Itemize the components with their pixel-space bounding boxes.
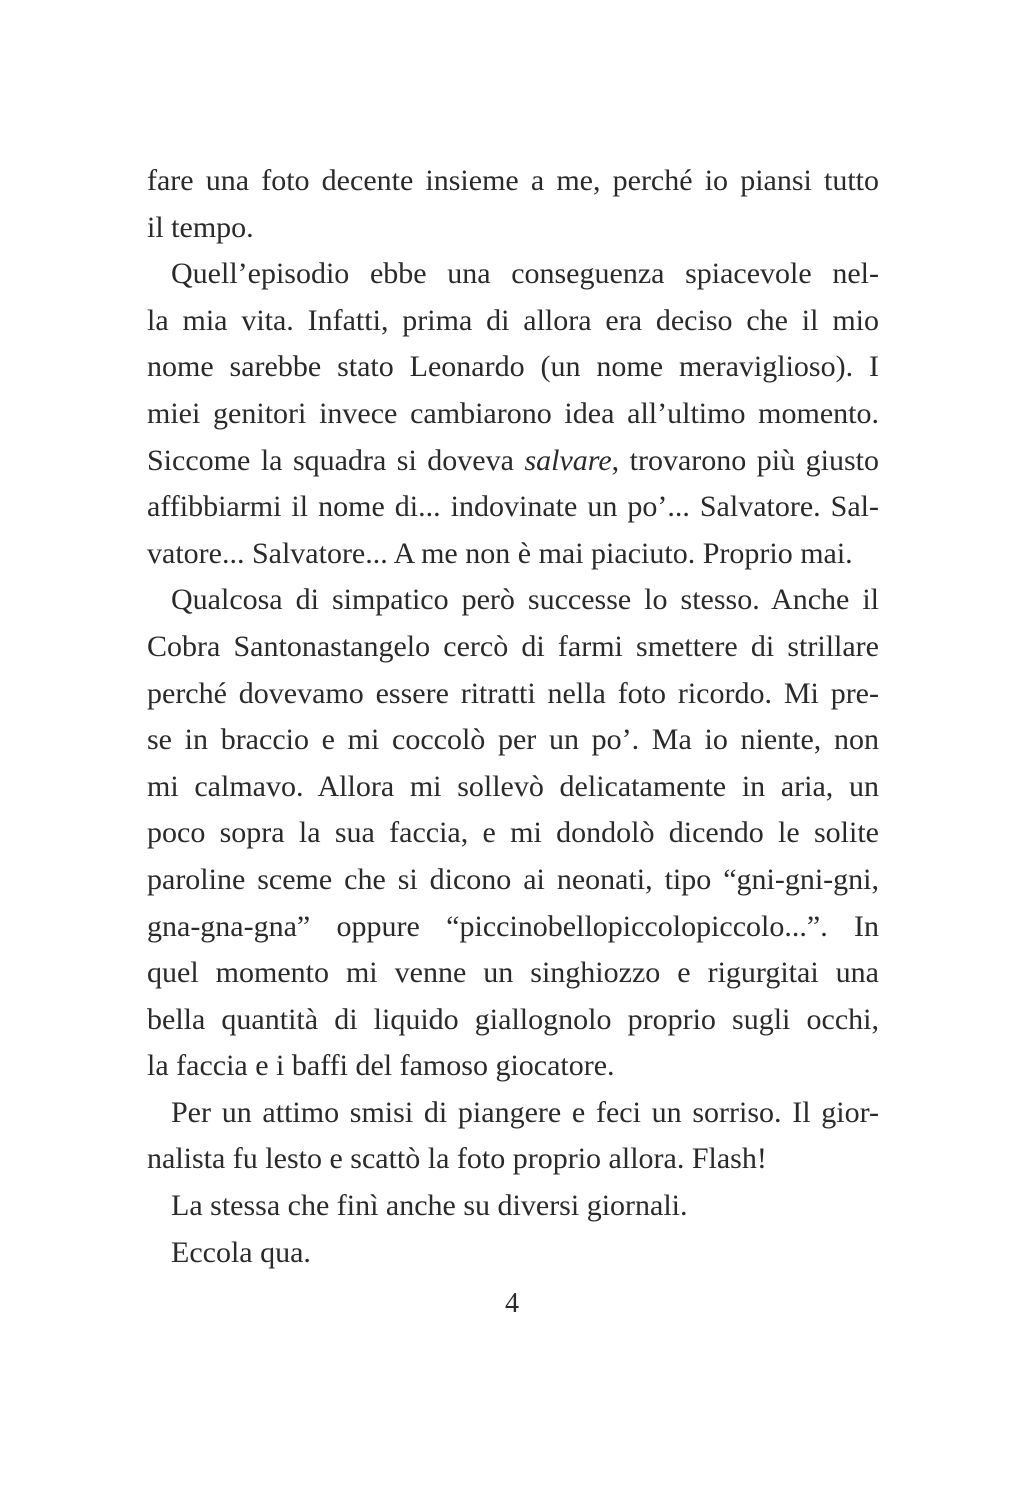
text-line: nalista fu lesto e scattò la foto proprio allora. Flash! [147,1142,767,1176]
italic-word: salvare [524,443,612,477]
text-line: Eccola qua. [171,1235,311,1269]
text-line: la mia vita. Infatti, prima di allora era deciso che il mio [147,303,879,337]
text-line: Qualcosa di simpatico però successe lo stesso. Anche il [171,583,879,617]
body-text [147,158,879,1276]
text-line: La stessa che finì anche su diversi giornali. [171,1189,688,1223]
text-line [147,438,879,485]
text-line: la faccia e i baffi del famoso giocatore. [147,1049,615,1083]
text-line: poco sopra la sua faccia, e mi dondolò dicendo le solite [147,816,879,850]
text-line: nome sarebbe stato Leonardo (un nome meraviglioso). I [147,350,879,384]
text-line: Per un attimo smisi di piangere e feci un sorriso. Il gior- [171,1095,879,1129]
text-line: se in braccio e mi coccolò per un po’. Ma io niente, non [147,723,879,757]
text-line: bella quantità di liquido giallognolo proprio sugli occhi, [147,1002,879,1036]
text-line: il tempo. [147,210,254,244]
text-line: paroline sceme che si dicono ai neonati, tipo “gni-gni-gni, [147,862,879,896]
text-segment: Siccome la squadra si doveva [147,443,525,477]
text-line: gna-gna-gna” oppure “piccinobellopiccolopiccolo...”. In [147,909,879,943]
page-number: 4 [505,1288,519,1319]
text-line: Cobra Santonastangelo cercò di farmi smettere di strillare [147,629,879,663]
text-line: vatore... Salvatore... A me non è mai piaciuto. Proprio mai. [147,536,853,570]
text-line: miei genitori invece cambiarono idea all’ultimo momento. [147,396,879,430]
text-line: perché dovevamo essere ritratti nella foto ricordo. Mi pre- [147,676,879,710]
text-line: Quell’episodio ebbe una conseguenza spiacevole nel- [171,257,879,291]
text-line: mi calmavo. Allora mi sollevò delicatamente in aria, un [147,769,879,803]
text-line: quel momento mi venne un singhiozzo e rigurgitai una [147,956,879,990]
text-line: fare una foto decente insieme a me, perché io piansi tutto [147,164,879,197]
text-segment: , trovarono più giusto [611,443,880,477]
text-line: affibbiarmi il nome di... indovinate un po’... Salvatore. Sal- [147,490,879,524]
